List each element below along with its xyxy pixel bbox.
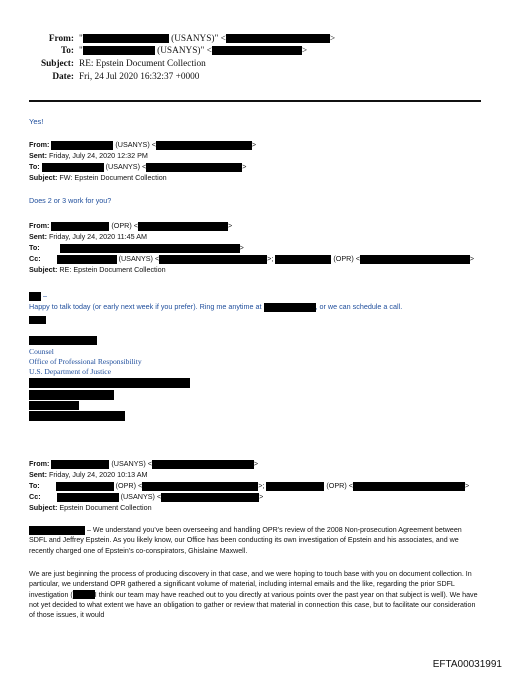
msg2-from: From: (OPR) < > [29, 221, 233, 230]
redaction [264, 303, 316, 312]
redaction [56, 482, 114, 491]
msg3-sent: Sent: Friday, July 24, 2020 10:13 AM [29, 470, 148, 479]
redaction [57, 255, 117, 264]
redaction [152, 460, 254, 469]
redaction [83, 46, 155, 55]
msg2-to: To: > [29, 243, 244, 252]
msg1-subject: Subject: FW: Epstein Document Collection [29, 173, 167, 182]
redaction [161, 493, 259, 502]
document-id: EFTA00031991 [432, 659, 502, 670]
msg2-sent: Sent: Friday, July 24, 2020 11:45 AM [29, 232, 147, 241]
redaction [29, 411, 125, 421]
header-divider [29, 100, 481, 102]
redaction [275, 255, 331, 264]
redaction [51, 460, 109, 469]
from-label: From: [48, 34, 74, 44]
redaction [142, 482, 258, 491]
signature-title: Counsel [29, 347, 54, 356]
to-label: To: [60, 46, 74, 56]
msg2-cc: Cc: (USANYS) < >; (OPR) < > [29, 254, 475, 263]
redaction [159, 255, 267, 264]
signature-office: Office of Professional Responsibility [29, 357, 142, 366]
redaction [29, 292, 41, 301]
redaction [146, 163, 242, 172]
date-value: Fri, 24 Jul 2020 16:32:37 +0000 [79, 72, 200, 82]
redaction [83, 34, 169, 43]
redaction [42, 163, 104, 172]
msg3-paragraph-1: – We understand you’ve been overseeing and handling OPR’s review of the 2008 Non-prosecution Agreement between SDFL and Jeffrey Epstein. As you likely know, our Office has been conducting its own investigation of Epstein and his associates, and we recently charged one of Epstein’s co-conspirators, Ghislaine Maxwell. [29, 526, 462, 555]
msg3-cc: Cc: (USANYS) < > [29, 492, 264, 501]
redaction [51, 222, 109, 231]
msg2-greeting: – [29, 291, 47, 301]
msg1-sent: Sent: Friday, July 24, 2020 12:32 PM [29, 151, 148, 160]
redaction [226, 34, 330, 43]
msg3-from: From: (USANYS) < > [29, 459, 259, 468]
redaction [29, 401, 79, 410]
to-value: " (USANYS)" < > [79, 46, 308, 56]
msg2-body: Happy to talk today (or early next week if you prefer). Ring me anytime at , or we can schedule a call. [29, 302, 403, 311]
reply-text: Yes! [29, 117, 44, 126]
msg3-subject: Subject: Epstein Document Collection [29, 503, 152, 512]
redaction [156, 141, 252, 150]
from-value: " (USANYS)" < > [79, 34, 336, 44]
redaction [29, 378, 190, 388]
msg2-subject: Subject: RE: Epstein Document Collection [29, 265, 166, 274]
subject-label: Subject: [40, 59, 74, 69]
msg1-to: To: (USANYS) < > [29, 162, 247, 171]
redaction [60, 244, 240, 253]
redaction [29, 390, 114, 400]
signature-department: U.S. Department of Justice [29, 367, 112, 376]
redaction [266, 482, 324, 491]
redaction [73, 590, 95, 599]
redaction [29, 316, 46, 324]
redaction [353, 482, 465, 491]
redaction [51, 141, 113, 150]
redaction [138, 222, 228, 231]
subject-value: RE: Epstein Document Collection [79, 59, 206, 69]
msg1-body: Does 2 or 3 work for you? [29, 196, 112, 205]
msg1-from: From: (USANYS) < > [29, 140, 257, 149]
msg3-paragraph-2: We are just beginning the process of producing discovery in that case, and we were hoping to touch base with you on document collection. In particular, we understand OPR gathered a significant volume of material, including internal emails and the like, regarding the prior SDFL investigation ( I think our team may have reached out to you directly at various points over the past year on that subject is well). We have not yet decided to what extent we have an obligation to gather or review that material in connection this case, but to facilitate our consideration of those issues, it would [29, 570, 478, 620]
redaction [212, 46, 302, 55]
msg3-to: To: (OPR) < >; (OPR) < > [29, 481, 470, 490]
redaction [29, 336, 97, 345]
redaction [57, 493, 119, 502]
redaction [29, 526, 85, 535]
date-label: Date: [52, 72, 74, 82]
redaction [360, 255, 470, 264]
